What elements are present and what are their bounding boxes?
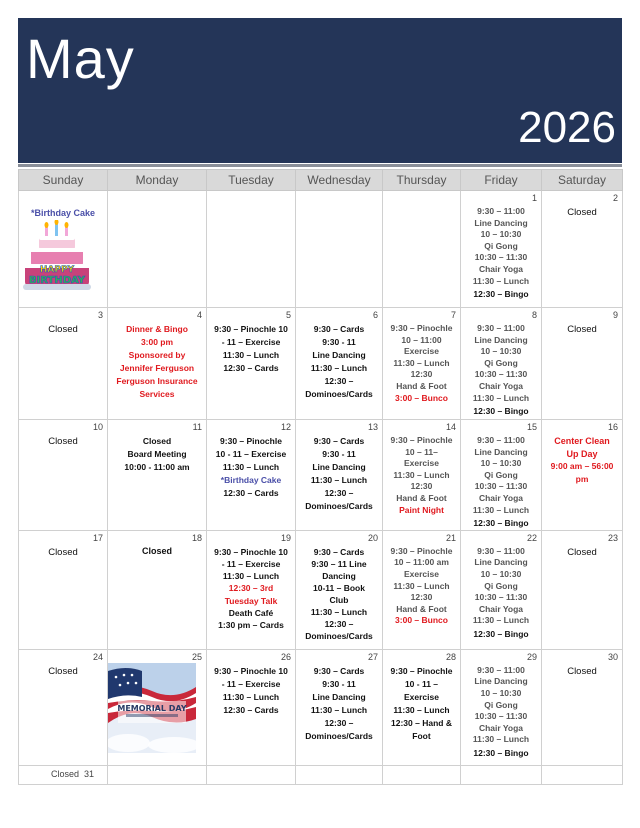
day-cell-empty xyxy=(461,765,542,784)
event-line: - 11 – Exercise xyxy=(221,337,281,347)
memorial-day-image-wrap xyxy=(108,650,206,758)
event-line: Death Café xyxy=(228,607,274,618)
event-line: Hand & Foot xyxy=(396,380,447,391)
event-line: Dominoes/Cards xyxy=(305,630,373,641)
event-line: 12:30 xyxy=(410,481,433,492)
day-number: 24 xyxy=(92,651,103,662)
event-line: Exercise xyxy=(404,346,439,357)
memorial-day-lettering: MEMORIAL DAY xyxy=(117,703,187,713)
day-number: 15 xyxy=(526,422,537,432)
day-events xyxy=(296,308,382,401)
event-line: 12:30 – Bingo xyxy=(473,518,529,529)
day-events xyxy=(207,420,295,500)
week-row xyxy=(19,191,623,308)
day-number: 18 xyxy=(191,532,202,543)
event-line: Exercise xyxy=(404,691,439,702)
day-cell-24 xyxy=(19,649,108,765)
event-line: 9:00 am – 56:00 xyxy=(550,461,614,471)
day-events xyxy=(461,420,541,530)
weekday-sunday: Sunday xyxy=(19,170,108,191)
day-events xyxy=(461,191,541,301)
week-row xyxy=(19,420,623,531)
event-line: Chair Yoga xyxy=(478,492,524,503)
event-line: 11:30 – Lunch xyxy=(222,350,280,360)
closed-label: Closed xyxy=(48,436,78,447)
day-cell-15 xyxy=(461,420,542,531)
event-line: 10 – 10:30 xyxy=(480,229,522,240)
event-line: Services xyxy=(139,389,175,399)
event-line: 9:30 – Pinochle xyxy=(390,323,453,333)
weekday-tuesday: Tuesday xyxy=(207,170,296,191)
closed-label: Closed xyxy=(51,768,80,779)
day-cell-19 xyxy=(207,530,296,649)
day-number: 17 xyxy=(92,532,103,543)
day-cell-22 xyxy=(461,530,542,649)
day-cell-20 xyxy=(296,530,383,649)
day-events xyxy=(108,308,206,401)
event-line: 9:30 - 11 xyxy=(322,449,356,459)
event-line: 9:30 – Pinochle 10 xyxy=(214,324,288,334)
event-line: 12:30 – Cards xyxy=(223,488,279,498)
day-cell-empty xyxy=(108,765,207,784)
event-line: 10 – 10:30 xyxy=(480,346,522,357)
day-cell-12 xyxy=(207,420,296,531)
day-cell-16 xyxy=(542,420,623,531)
day-cell-sunday-birthday xyxy=(19,191,108,308)
event-line: 10:30 – 11:30 xyxy=(474,481,528,492)
event-line: Center Clean xyxy=(554,436,610,446)
event-line: Chair Yoga xyxy=(478,380,524,391)
day-number: 7 xyxy=(450,310,456,320)
day-events xyxy=(461,308,541,418)
closed-label: Closed xyxy=(567,207,597,218)
event-line: 9:30 – Pinochle xyxy=(390,545,453,556)
event-line: Dominoes/Cards xyxy=(305,730,373,741)
day-number: 30 xyxy=(607,651,618,662)
event-line: 12:30 – xyxy=(324,717,354,728)
event-line: Dominoes/Cards xyxy=(305,501,373,511)
event-line: 9:30 – 11:00 xyxy=(477,435,525,445)
happy-birthday-lettering: HAPPY xyxy=(39,264,75,275)
event-line: 10-11 – Book xyxy=(313,582,365,593)
day-cell-21 xyxy=(383,530,461,649)
event-line: Club xyxy=(329,594,349,605)
event-line: 12:30 – xyxy=(324,488,354,498)
day-cell-empty xyxy=(383,765,461,784)
event-line: 9:30 – Cards xyxy=(313,436,365,446)
day-number: 5 xyxy=(285,310,291,320)
week-row xyxy=(19,649,623,765)
event-line: Line Dancing xyxy=(474,446,528,457)
day-cell-18 xyxy=(108,530,207,649)
event-line: Dominoes/Cards xyxy=(305,389,373,399)
day-cell-empty xyxy=(108,191,207,308)
day-events xyxy=(383,650,460,743)
event-line: 9:30 – Pinochle 10 xyxy=(214,546,288,557)
day-cell-1 xyxy=(461,191,542,308)
event-line: 11:30 – Lunch xyxy=(222,691,280,702)
event-line: pm xyxy=(575,473,589,484)
day-cell-6 xyxy=(296,308,383,420)
event-line: 12:30 – Bingo xyxy=(473,406,529,417)
day-events xyxy=(383,420,460,516)
day-cell-empty xyxy=(542,765,623,784)
day-number: 25 xyxy=(191,651,202,662)
event-line: 12:30 – Cards xyxy=(223,704,279,715)
day-events xyxy=(296,420,382,513)
event-line: Chair Yoga xyxy=(478,263,524,274)
event-line: 12:30 – Cards xyxy=(223,363,279,373)
event-line: 10 - 11 – xyxy=(404,678,439,689)
event-line: Jennifer Ferguson xyxy=(119,363,195,373)
day-number: 9 xyxy=(612,310,618,320)
event-line: 9:30 – 11:00 xyxy=(477,545,525,556)
memorial-day-flag-image xyxy=(108,663,196,753)
event-line: 10 – 10:30 xyxy=(480,568,522,579)
day-cell-9 xyxy=(542,308,623,420)
day-number: 8 xyxy=(531,310,537,320)
event-line: 11:30 – Lunch xyxy=(472,392,530,403)
event-line: 10 – 10:30 xyxy=(480,687,522,698)
day-number: 16 xyxy=(607,422,618,432)
day-events xyxy=(296,650,382,743)
day-events xyxy=(207,308,295,375)
day-number: 27 xyxy=(367,651,378,662)
event-line: Line Dancing xyxy=(312,350,366,360)
day-cell-2 xyxy=(542,191,623,308)
event-line: 11:30 – Lunch xyxy=(393,580,450,591)
event-line: Ferguson Insurance xyxy=(116,376,198,386)
divider xyxy=(18,167,622,168)
event-line: 10 - 11 – Exercise xyxy=(215,449,287,459)
event-line: Board Meeting xyxy=(127,449,187,459)
weekday-header-row xyxy=(19,170,623,191)
day-cell-5 xyxy=(207,308,296,420)
event-line: 3:00 pm xyxy=(140,337,174,347)
day-cell-25 xyxy=(108,649,207,765)
event-line: 1:30 pm – Cards xyxy=(218,619,284,630)
day-number: 13 xyxy=(367,422,378,432)
event-line: - 11 – Exercise xyxy=(221,558,281,569)
calendar-grid xyxy=(18,169,623,785)
day-number: 11 xyxy=(192,422,202,432)
month-banner xyxy=(18,18,622,163)
event-line: 10:00 - 11:00 am xyxy=(124,462,190,472)
day-cell-empty xyxy=(383,191,461,308)
day-number: 12 xyxy=(280,422,291,432)
event-line: 9:30 – 11:00 xyxy=(477,323,525,333)
event-line: Hand & Foot xyxy=(396,603,447,614)
event-line: Qi Gong xyxy=(484,699,518,710)
day-cell-14 xyxy=(383,420,461,531)
event-line: 9:30 – Pinochle 10 xyxy=(214,665,288,676)
event-line: Foot xyxy=(412,730,431,741)
day-cell-10 xyxy=(19,420,108,531)
event-line: 11:30 – Lunch xyxy=(310,704,368,715)
day-number: 23 xyxy=(607,532,618,543)
event-line: 3:00 – Bunco xyxy=(395,615,448,626)
day-number: 3 xyxy=(97,310,103,320)
event-line: Chair Yoga xyxy=(478,603,524,614)
year-title: 2026 xyxy=(518,103,616,152)
event-line: 10 – 11:00 xyxy=(401,334,442,345)
event-line: Line Dancing xyxy=(474,334,528,345)
event-line: 12:30 – Bingo xyxy=(473,628,529,639)
event-line: 11:30 – Lunch xyxy=(472,615,530,626)
day-cell-4 xyxy=(108,308,207,420)
weekday-saturday: Saturday xyxy=(542,170,623,191)
event-line: Exercise xyxy=(404,568,439,579)
week-row xyxy=(19,530,623,649)
day-number: 26 xyxy=(280,651,291,662)
day-number: 6 xyxy=(372,310,378,320)
event-line: Paint Night xyxy=(399,504,444,515)
day-cell-29 xyxy=(461,649,542,765)
day-number: 20 xyxy=(367,532,378,543)
event-line: Line Dancing xyxy=(474,557,528,568)
day-number: 21 xyxy=(445,532,456,543)
day-number: 19 xyxy=(280,532,291,543)
day-cell-8 xyxy=(461,308,542,420)
day-number: 31 xyxy=(84,768,95,779)
event-line: 9:30 – Cards xyxy=(313,324,365,334)
event-line: Exercise xyxy=(404,458,439,469)
event-line: 3:00 – Bunco xyxy=(395,392,448,403)
day-cell-26 xyxy=(207,649,296,765)
day-number: 1 xyxy=(531,193,537,203)
closed-label: Closed xyxy=(567,324,597,335)
birthday-cake-icon xyxy=(19,220,95,294)
day-31-label xyxy=(51,769,94,779)
event-line: 10 – 11:00 am xyxy=(394,557,449,568)
week-row xyxy=(19,308,623,420)
day-cell-31 xyxy=(19,765,108,784)
event-line: Hand & Foot xyxy=(396,492,447,503)
event-line: 9:30 – Pinochle xyxy=(220,436,282,446)
event-line: Closed xyxy=(141,545,172,556)
event-line: 10:30 – 11:30 xyxy=(474,369,528,380)
event-line: 10:30 – 11:30 xyxy=(474,592,528,603)
day-events xyxy=(383,531,460,627)
weekday-monday: Monday xyxy=(108,170,207,191)
event-line: 11:30 – Lunch xyxy=(222,571,280,582)
event-line: Line Dancing xyxy=(312,462,366,472)
event-line: Line Dancing xyxy=(474,676,528,687)
event-line: 12:30 – xyxy=(324,376,354,386)
event-line: 12:30 – Bingo xyxy=(473,289,529,300)
day-cell-28 xyxy=(383,649,461,765)
closed-label: Closed xyxy=(48,665,78,677)
event-line: 10 – 10:30 xyxy=(480,458,522,469)
event-line: 11:30 – Lunch xyxy=(472,504,530,515)
event-line: Tuesday Talk xyxy=(224,595,278,606)
event-line: 12:30 xyxy=(410,592,433,603)
day-number: 4 xyxy=(196,310,202,320)
event-line: 9:30 - 11 xyxy=(322,337,356,347)
day-cell-3 xyxy=(19,308,108,420)
day-cell-17 xyxy=(19,530,108,649)
day-events xyxy=(207,531,295,631)
event-line: 9:30 – Pinochle xyxy=(390,665,453,676)
event-line: 9:30 – 11:00 xyxy=(477,206,525,216)
event-line: Closed xyxy=(142,436,172,446)
day-number: 2 xyxy=(612,193,618,203)
closed-label: Closed xyxy=(567,546,597,558)
event-line: 9:30 – 11 Line xyxy=(311,558,367,569)
event-line: 9:30 - 11 xyxy=(322,678,356,689)
event-line: Line Dancing xyxy=(474,217,528,228)
birthday-cake-note: *Birthday Cake xyxy=(30,208,96,218)
day-cell-27 xyxy=(296,649,383,765)
day-events xyxy=(461,650,541,760)
event-line: Chair Yoga xyxy=(478,722,524,733)
event-line: 11:30 – Lunch xyxy=(310,363,368,373)
day-cell-empty xyxy=(207,191,296,308)
event-line: *Birthday Cake xyxy=(220,475,282,485)
day-events xyxy=(461,531,541,641)
day-number: 22 xyxy=(526,532,537,543)
event-line: 12:30 – Hand & xyxy=(391,717,452,728)
event-line: Qi Gong xyxy=(484,357,518,368)
event-line: Sponsored by xyxy=(128,350,186,360)
event-line: 12:30 – 3rd xyxy=(228,583,274,594)
day-cell-13 xyxy=(296,420,383,531)
day-number: 29 xyxy=(526,651,537,662)
event-line: 9:30 – Pinochle xyxy=(390,435,453,445)
day-events xyxy=(296,531,382,642)
event-line: 11:30 – Lunch xyxy=(393,357,450,368)
event-line: 11:30 – Lunch xyxy=(310,475,368,485)
event-line: 11:30 – Lunch xyxy=(393,469,450,480)
event-line: 10:30 – 11:30 xyxy=(474,252,528,263)
event-line: Up Day xyxy=(566,448,598,459)
week-row xyxy=(19,765,623,784)
event-line: Line Dancing xyxy=(312,691,366,702)
event-line: Qi Gong xyxy=(484,240,518,251)
event-line: 11:30 – Lunch xyxy=(310,606,368,617)
event-line: Qi Gong xyxy=(484,580,518,591)
event-line: Dinner & Bingo xyxy=(126,324,188,334)
day-cell-30 xyxy=(542,649,623,765)
day-cell-empty xyxy=(296,191,383,308)
closed-label: Closed xyxy=(567,665,597,677)
event-line: 9:30 – Cards xyxy=(313,665,365,676)
weekday-wednesday: Wednesday xyxy=(296,170,383,191)
event-line: 11:30 – Lunch xyxy=(222,462,280,472)
event-line: 11:30 – Lunch xyxy=(472,275,530,286)
weekday-friday: Friday xyxy=(461,170,542,191)
event-line: 9:30 – 11:00 xyxy=(477,664,525,675)
event-line: Dancing xyxy=(322,570,356,581)
weekday-thursday: Thursday xyxy=(383,170,461,191)
event-line: 11:30 – Lunch xyxy=(472,734,530,745)
svg-text:BIRTHDAY: BIRTHDAY xyxy=(28,274,86,286)
day-number: 28 xyxy=(445,651,456,662)
event-line: 9:30 – Cards xyxy=(313,546,365,557)
month-title: May xyxy=(26,27,135,90)
day-cell-23 xyxy=(542,530,623,649)
event-line: 11:30 – Lunch xyxy=(393,704,450,715)
day-events xyxy=(383,308,460,404)
closed-label: Closed xyxy=(48,546,78,558)
event-line: Qi Gong xyxy=(484,469,518,480)
event-line: - 11 – Exercise xyxy=(221,678,281,689)
day-cell-7 xyxy=(383,308,461,420)
event-line: 12:30 xyxy=(410,369,433,380)
event-line: 10 – 11– xyxy=(405,446,438,457)
day-cell-empty xyxy=(296,765,383,784)
day-number: 10 xyxy=(92,422,103,432)
day-cell-empty xyxy=(207,765,296,784)
event-line: 10:30 – 11:30 xyxy=(474,711,528,722)
day-events xyxy=(108,420,206,474)
closed-label: Closed xyxy=(48,324,78,335)
day-cell-11 xyxy=(108,420,207,531)
event-line: 12:30 – xyxy=(324,618,354,629)
event-line: 12:30 – Bingo xyxy=(473,747,529,758)
day-number: 14 xyxy=(445,422,456,432)
